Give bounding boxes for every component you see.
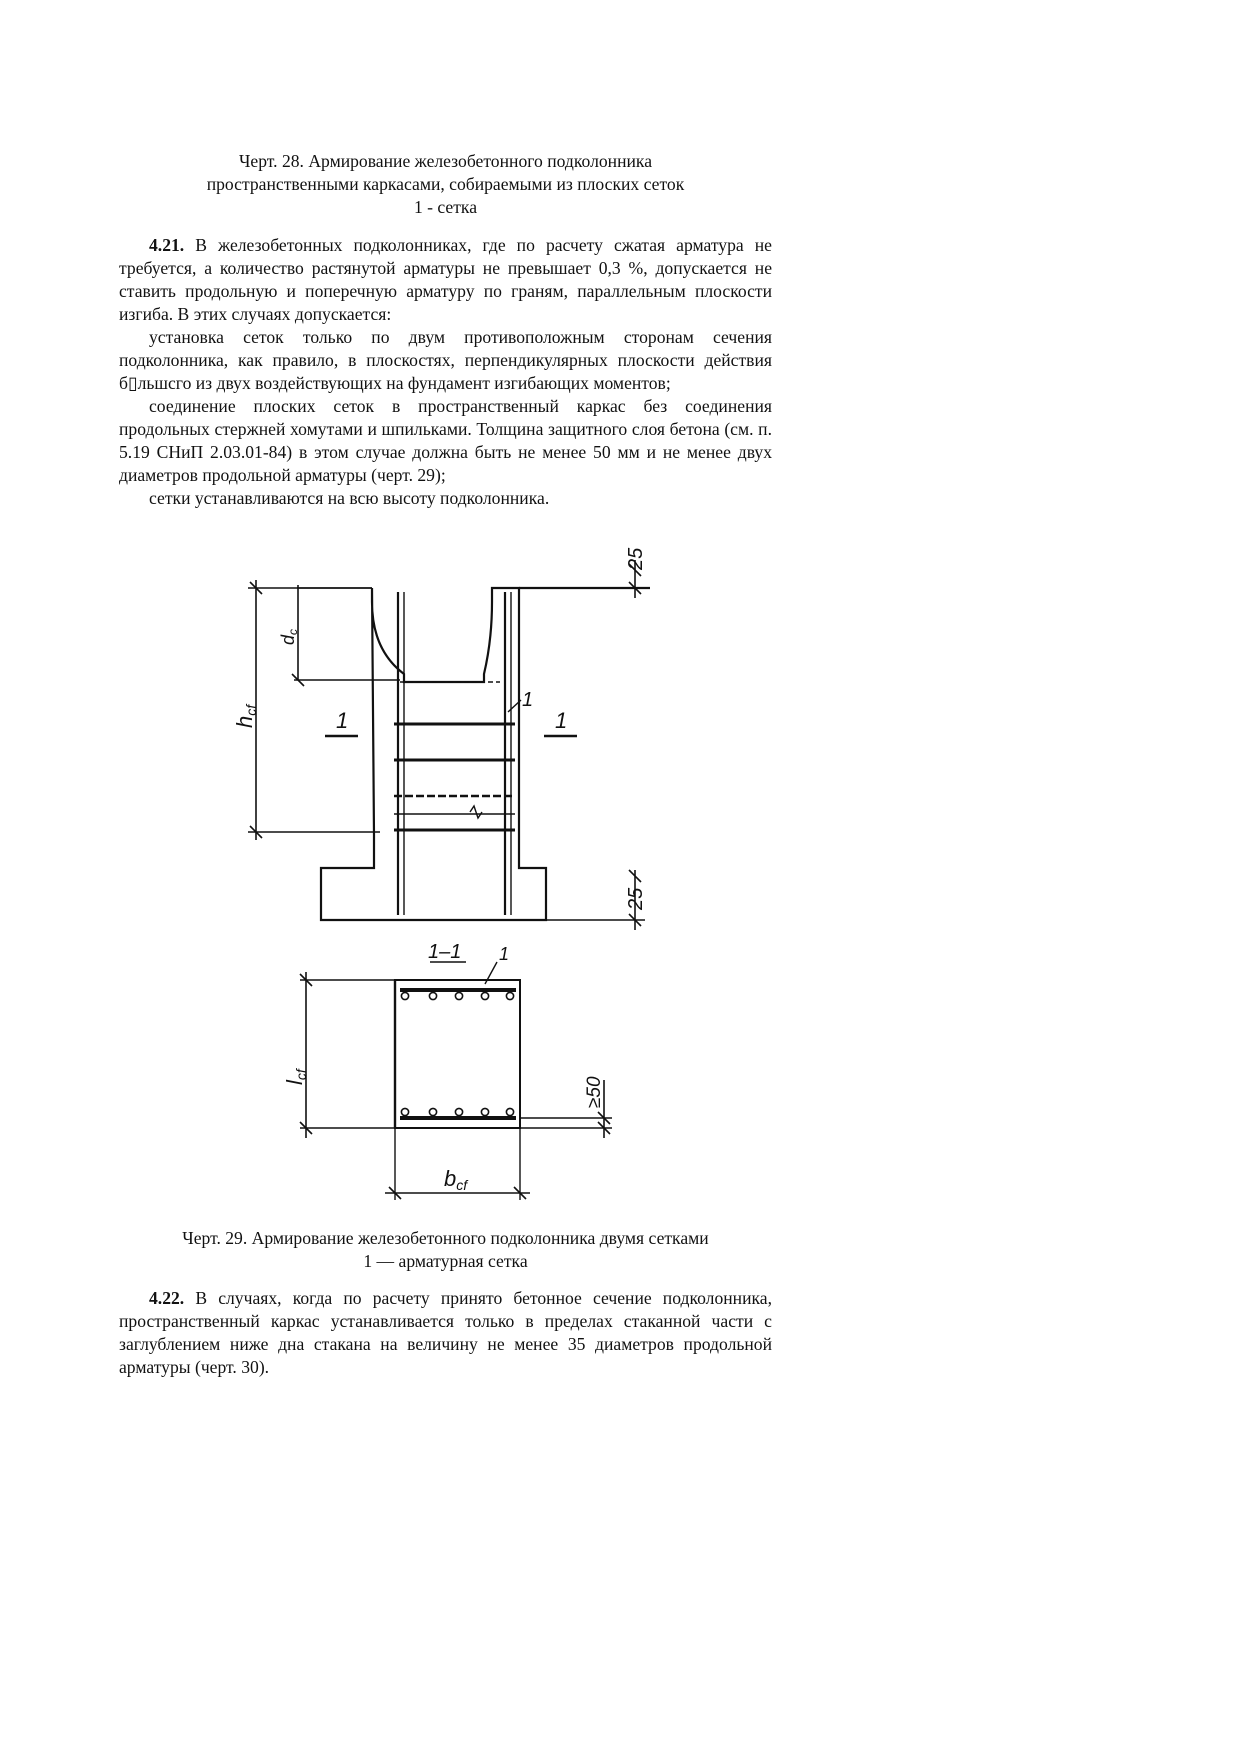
caption-line: 1 - сетка xyxy=(413,197,478,217)
dim-25-top: 25 xyxy=(625,547,647,570)
label-b-cf: bcf xyxy=(444,1166,468,1193)
list-item: соединение плоских сеток в пространственный каркас без соединения продольных стержней хомутами и шпильками. Толщина защитного слоя бетона (см. п. 5.19 СНиП 2.03.01-84) в этом случае должна быть не менее 50 мм и не менее двух диаметров продольной арматуры (черт. 29); xyxy=(119,396,772,485)
label-h-cf: hcf xyxy=(232,704,259,728)
clause-number: 4.21. xyxy=(149,235,185,255)
caption-line: 1 — арматурная сетка xyxy=(363,1251,528,1271)
label-d-c: dc xyxy=(278,628,300,645)
mark-1: 1 xyxy=(522,689,534,711)
figure-28-caption xyxy=(119,150,772,219)
section-mark-left: 1 xyxy=(336,708,349,733)
plan-outline xyxy=(395,980,520,1128)
paragraph xyxy=(119,234,772,326)
section-4-22 xyxy=(119,1287,772,1379)
section-title: 1–1 xyxy=(428,941,462,963)
figure-29-caption xyxy=(119,1227,772,1273)
paragraph-text: В железобетонных подколонниках, где по расчету сжатая арматура не требуется, а количество растянутой арматуры не превышает 0,3 %, допускается не ставить продольную и поперечную арматуру по граням, параллельным плоскости изгиба. В этих случаях допускается: xyxy=(119,235,772,324)
dim-25-bottom: 25 xyxy=(625,887,647,910)
column-outline xyxy=(321,588,546,920)
reinforcement-drawing xyxy=(230,545,670,1215)
list-item: установка сеток только по двум противоположным сторонам сечения подколонника, как правило, в плоскостях, перпендикулярных плоскости действия б▯льшсго из двух воздействующих на фундамент изгибающих моментов; xyxy=(119,327,772,393)
list-item: сетки устанавливаются на всю высоту подколонника. xyxy=(149,488,550,508)
section-4-21 xyxy=(119,234,772,510)
clause-number: 4.22. xyxy=(149,1288,185,1308)
section-mark-right: 1 xyxy=(555,708,568,733)
caption-line: Черт. 28. Армирование железобетонного подколонника xyxy=(238,151,652,171)
mark-1-plan: 1 xyxy=(499,944,510,964)
caption-line: Черт. 29. Армирование железобетонного подколонника двумя сетками xyxy=(182,1228,709,1248)
dim-gap: ≥50 xyxy=(584,1076,605,1108)
label-l-cf: lcf xyxy=(282,1069,309,1085)
caption-line: пространственными каркасами, собираемыми из плоских сеток xyxy=(206,174,685,194)
paragraph-text: В случаях, когда по расчету принято бетонное сечение подколонника, пространственный каркас устанавливается только в пределах стаканной части с заглублением ниже дна стакана на величину не менее 35 диаметров продольной арматуры (черт. 30). xyxy=(119,1288,772,1377)
paragraph xyxy=(119,1287,772,1379)
